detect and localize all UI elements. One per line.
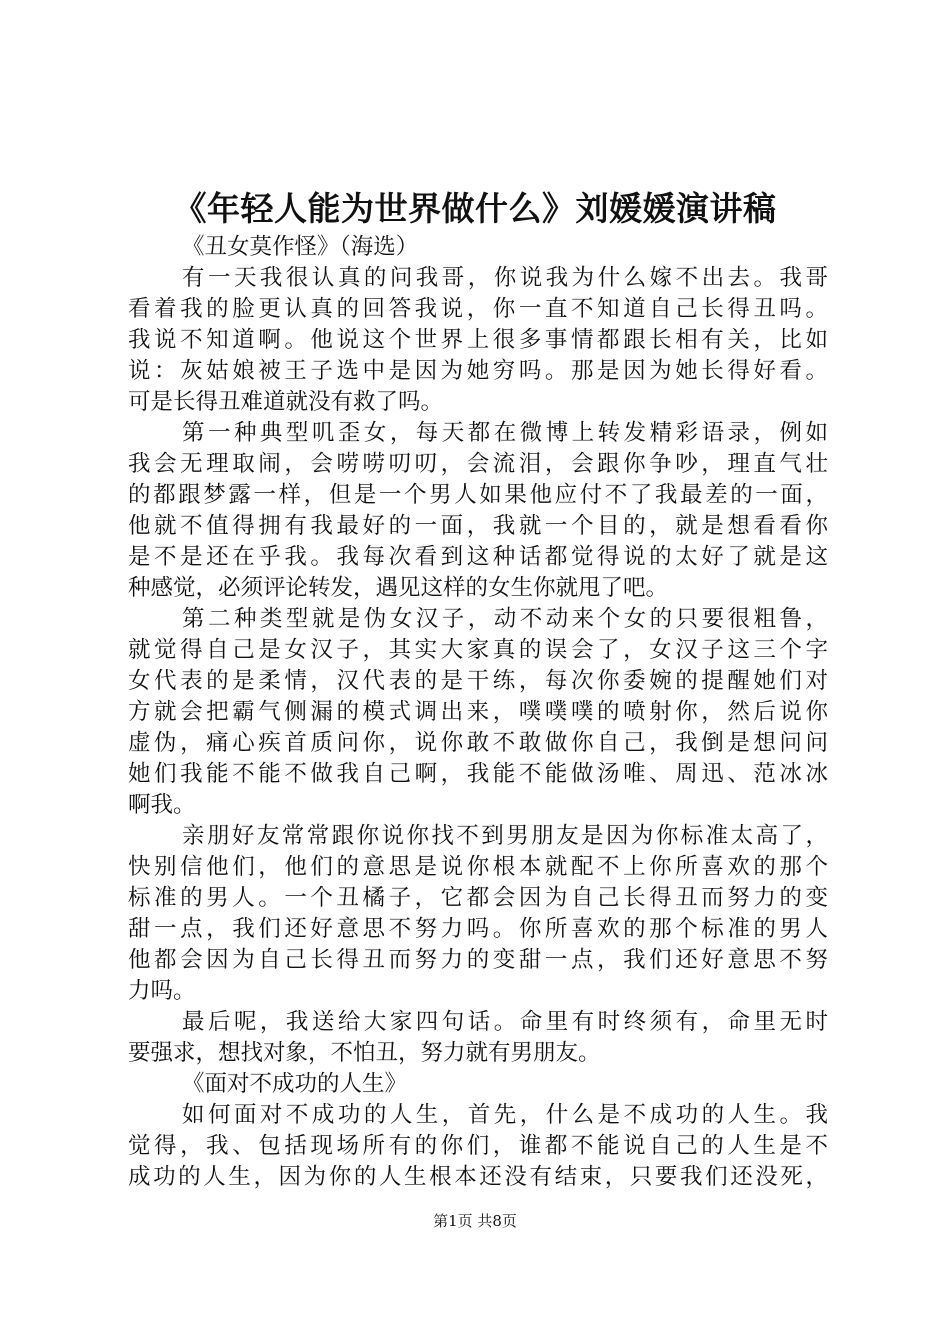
text-line: 快别信他们，他们的意思是说你根本就配不上你所喜欢的那个 [128,854,828,880]
text-line: 我会无理取闹，会唠唠叨叨，会流泪，会跟你争吵，理直气壮 [128,451,828,477]
text-line: 种感觉，必须评论转发，遇见这样的女生你就甩了吧。 [128,575,669,601]
text-line: 第一种典型叽歪女，每天都在微博上转发精彩语录，例如 [182,420,828,446]
document-body [128,232,828,1193]
text-line: 我说不知道啊。他说这个世界上很多事情都跟长相有关，比如 [128,327,828,353]
text-line: 他就不值得拥有我最好的一面，我就一个目的，就是想看看你 [128,513,828,539]
text-line: 有一天我很认真的问我哥，你说我为什么嫁不出去。我哥 [182,265,828,291]
page-footer: 第1页 共8页 [433,1212,517,1230]
text-line: 可是长得丑难道就没有救了吗。 [128,389,444,415]
text-line: 她们我能不能不做我自己啊，我能不能做汤唯、周迅、范冰冰 [128,761,828,787]
text-line: 要强求，想找对象，不怕丑，努力就有男朋友。 [128,1040,601,1066]
text-line: 的都跟梦露一样，但是一个男人如果他应付不了我最差的一面， [128,482,828,508]
text-line: 成功的人生，因为你的人生根本还没有结束，只要我们还没死， [128,1164,828,1190]
text-line: 啊我。 [128,792,196,818]
text-line: 《面对不成功的人生》 [182,1071,408,1097]
text-line: 甜一点，我们还好意思不努力吗。你所喜欢的那个标准的男人 [128,916,828,942]
text-line: 力吗。 [128,978,196,1004]
text-line: 虚伪，痛心疾首质问你，说你敢不敢做你自己，我倒是想问问 [128,730,828,756]
text-line: 女代表的是柔情，汉代表的是干练，每次你委婉的提醒她们对 [128,668,828,694]
text-line: 第二种类型就是伪女汉子，动不动来个女的只要很粗鲁， [182,606,828,632]
text-line: 说：灰姑娘被王子选中是因为她穷吗。那是因为她长得好看。 [128,358,828,384]
text-line: 就觉得自己是女汉子，其实大家真的误会了，女汉子这三个字 [128,637,828,663]
text-line: 方就会把霸气侧漏的模式调出来，噗噗噗的喷射你，然后说你 [128,699,828,725]
text-line: 他都会因为自己长得丑而努力的变甜一点，我们还好意思不努 [128,947,828,973]
text-line: 如何面对不成功的人生，首先，什么是不成功的人生。我 [182,1102,828,1128]
text-line: 觉得，我、包括现场所有的你们，谁都不能说自己的人生是不 [128,1133,828,1159]
text-line: 看着我的脸更认真的回答我说，你一直不知道自己长得丑吗。 [128,296,828,322]
document-title: 《年轻人能为世界做什么》刘媛媛演讲稿 [173,189,777,228]
text-line: 是不是还在乎我。我每次看到这种话都觉得说的太好了就是这 [128,544,828,570]
text-line: 最后呢，我送给大家四句话。命里有时终须有，命里无时 [182,1009,828,1035]
text-line: 《丑女莫作怪》（海选） [182,234,419,260]
text-line: 亲朋好友常常跟你说你找不到男朋友是因为你标准太高了， [182,823,828,849]
text-line: 标准的男人。一个丑橘子，它都会因为自己长得丑而努力的变 [128,885,828,911]
